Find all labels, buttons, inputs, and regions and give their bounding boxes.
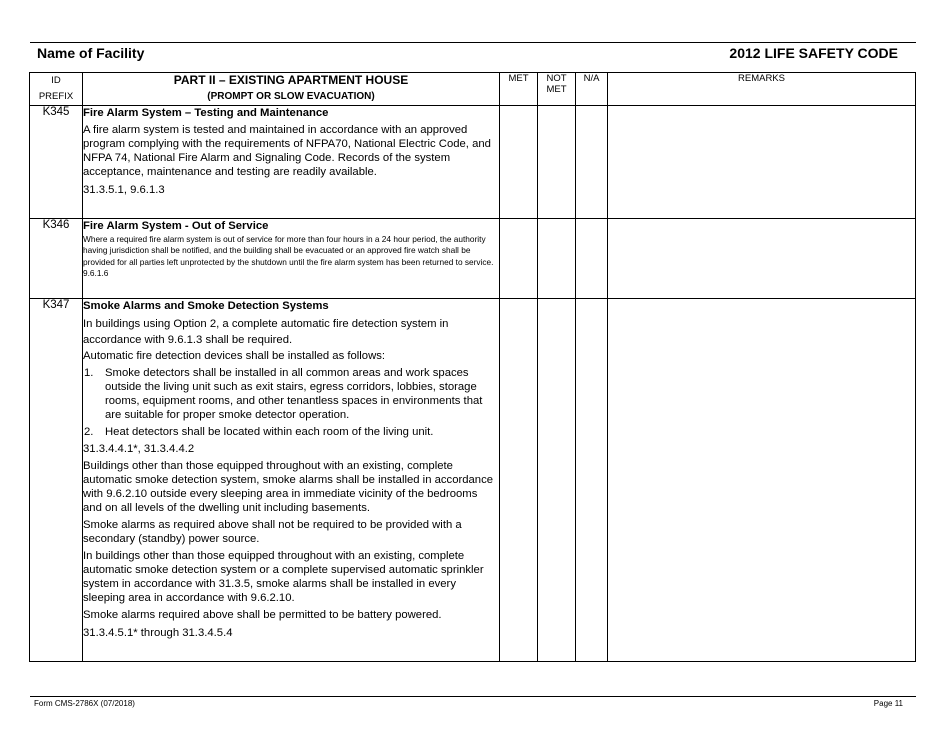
requirement-text: In buildings using Option 2, a complete automatic fire detection system in accordance with 9.6.1.3 shall be required. — [83, 318, 449, 346]
list-number: 1. — [84, 367, 94, 379]
list-number: 2. — [84, 426, 94, 438]
met-cell[interactable] — [500, 219, 538, 299]
list-text: Smoke detectors shall be installed in all common areas and work spaces outside the living unit such as exit stairs, egress corridors, lobbies, storage rooms, equipment rooms, and other tenantless spaces in environments that are suitable for proper smoke detector operation. — [105, 367, 483, 421]
na-cell[interactable] — [576, 219, 608, 299]
na-header: N/A — [576, 73, 608, 106]
requirement-reference: 31.3.4.4.1*, 31.3.4.4.2 — [83, 443, 195, 455]
table-row — [30, 106, 916, 219]
page-number: Page 11 — [873, 699, 903, 708]
requirement-text: Smoke alarms as required above shall not be required to be provided with a secondary (standby) power source. — [83, 519, 462, 545]
na-cell[interactable] — [576, 299, 608, 662]
met-cell[interactable] — [500, 106, 538, 219]
part-title: PART II – EXISTING APARTMENT HOUSE — [173, 73, 409, 87]
table-row — [30, 219, 916, 299]
requirement-reference: 31.3.5.1, 9.6.1.3 — [83, 184, 165, 196]
facility-name-label: Name of Facility — [37, 45, 145, 61]
met-cell[interactable] — [500, 299, 538, 662]
remarks-cell[interactable] — [608, 106, 916, 219]
list-text: Heat detectors shall be located within each room of the living unit. — [105, 426, 434, 438]
remarks-header: REMARKS — [608, 73, 916, 106]
not-met-cell[interactable] — [538, 219, 576, 299]
requirement-text: Automatic fire detection devices shall be installed as follows: — [83, 350, 386, 362]
requirement-title: Smoke Alarms and Smoke Detection Systems — [83, 300, 329, 312]
table-row — [30, 299, 916, 662]
part-subtitle: (PROMPT OR SLOW EVACUATION) — [207, 91, 375, 102]
part-header — [83, 73, 500, 106]
requirement-title: Fire Alarm System - Out of Service — [83, 220, 269, 232]
row-id: K347 — [30, 299, 83, 662]
not-met-cell[interactable] — [538, 299, 576, 662]
remarks-cell[interactable] — [608, 219, 916, 299]
requirement-title: Fire Alarm System – Testing and Maintenance — [83, 107, 329, 119]
requirement-cell — [83, 219, 500, 299]
footer-rule — [30, 696, 916, 697]
requirement-text: Where a required fire alarm system is out of service for more than four hours in a 24 hour period, the authority having jurisdiction shall be notified, and the building shall be evacuated or an approved fire watch shall be provided for all parties left unprotected by the shutdown until the fire alarm system has been returned to service. — [83, 234, 494, 267]
header-rule — [30, 42, 916, 43]
remarks-cell[interactable] — [608, 299, 916, 662]
checklist-table — [29, 72, 916, 662]
requirement-reference: 9.6.1.6 — [83, 267, 109, 278]
not-met-cell[interactable] — [538, 106, 576, 219]
not-met-header: NOT MET — [538, 73, 576, 106]
na-cell[interactable] — [576, 106, 608, 219]
requirement-text: Buildings other than those equipped throughout with an existing, complete automatic smoke detection system, smoke alarms shall be installed in accordance with 9.6.2.10 outside every sleeping area in immediate vicinity of the bedrooms and on all levels of the dwelling unit including basements. — [83, 460, 494, 514]
row-id: K346 — [30, 219, 83, 299]
requirement-reference: 31.3.4.5.1* through 31.3.4.5.4 — [83, 627, 233, 639]
requirement-cell — [83, 106, 500, 219]
requirement-text: Smoke alarms required above shall be permitted to be battery powered. — [83, 609, 442, 621]
id-prefix-header: ID PREFIX — [30, 73, 83, 106]
row-id: K345 — [30, 106, 83, 219]
requirement-text: In buildings other than those equipped throughout with an existing, complete automatic smoke detection system or a complete supervised automatic sprinkler system in accordance with 31.3.5, smoke alarms shall be installed in every sleeping area in accordance with 9.6.2.10. — [83, 550, 484, 604]
list-item — [83, 366, 499, 422]
met-header: MET — [500, 73, 538, 106]
list-item — [83, 425, 499, 439]
requirement-text: A fire alarm system is tested and maintained in accordance with an approved program complying with the requirements of NFPA70, National Electric Code, and NFPA 74, National Fire Alarm and Signaling Code. Records of the system acceptance, maintenance and testing are readily available. — [83, 124, 491, 178]
form-number: Form CMS-2786X (07/2018) — [34, 699, 135, 708]
table-header-row — [30, 73, 916, 106]
requirement-cell — [83, 299, 500, 662]
code-title: 2012 LIFE SAFETY CODE — [729, 45, 898, 61]
